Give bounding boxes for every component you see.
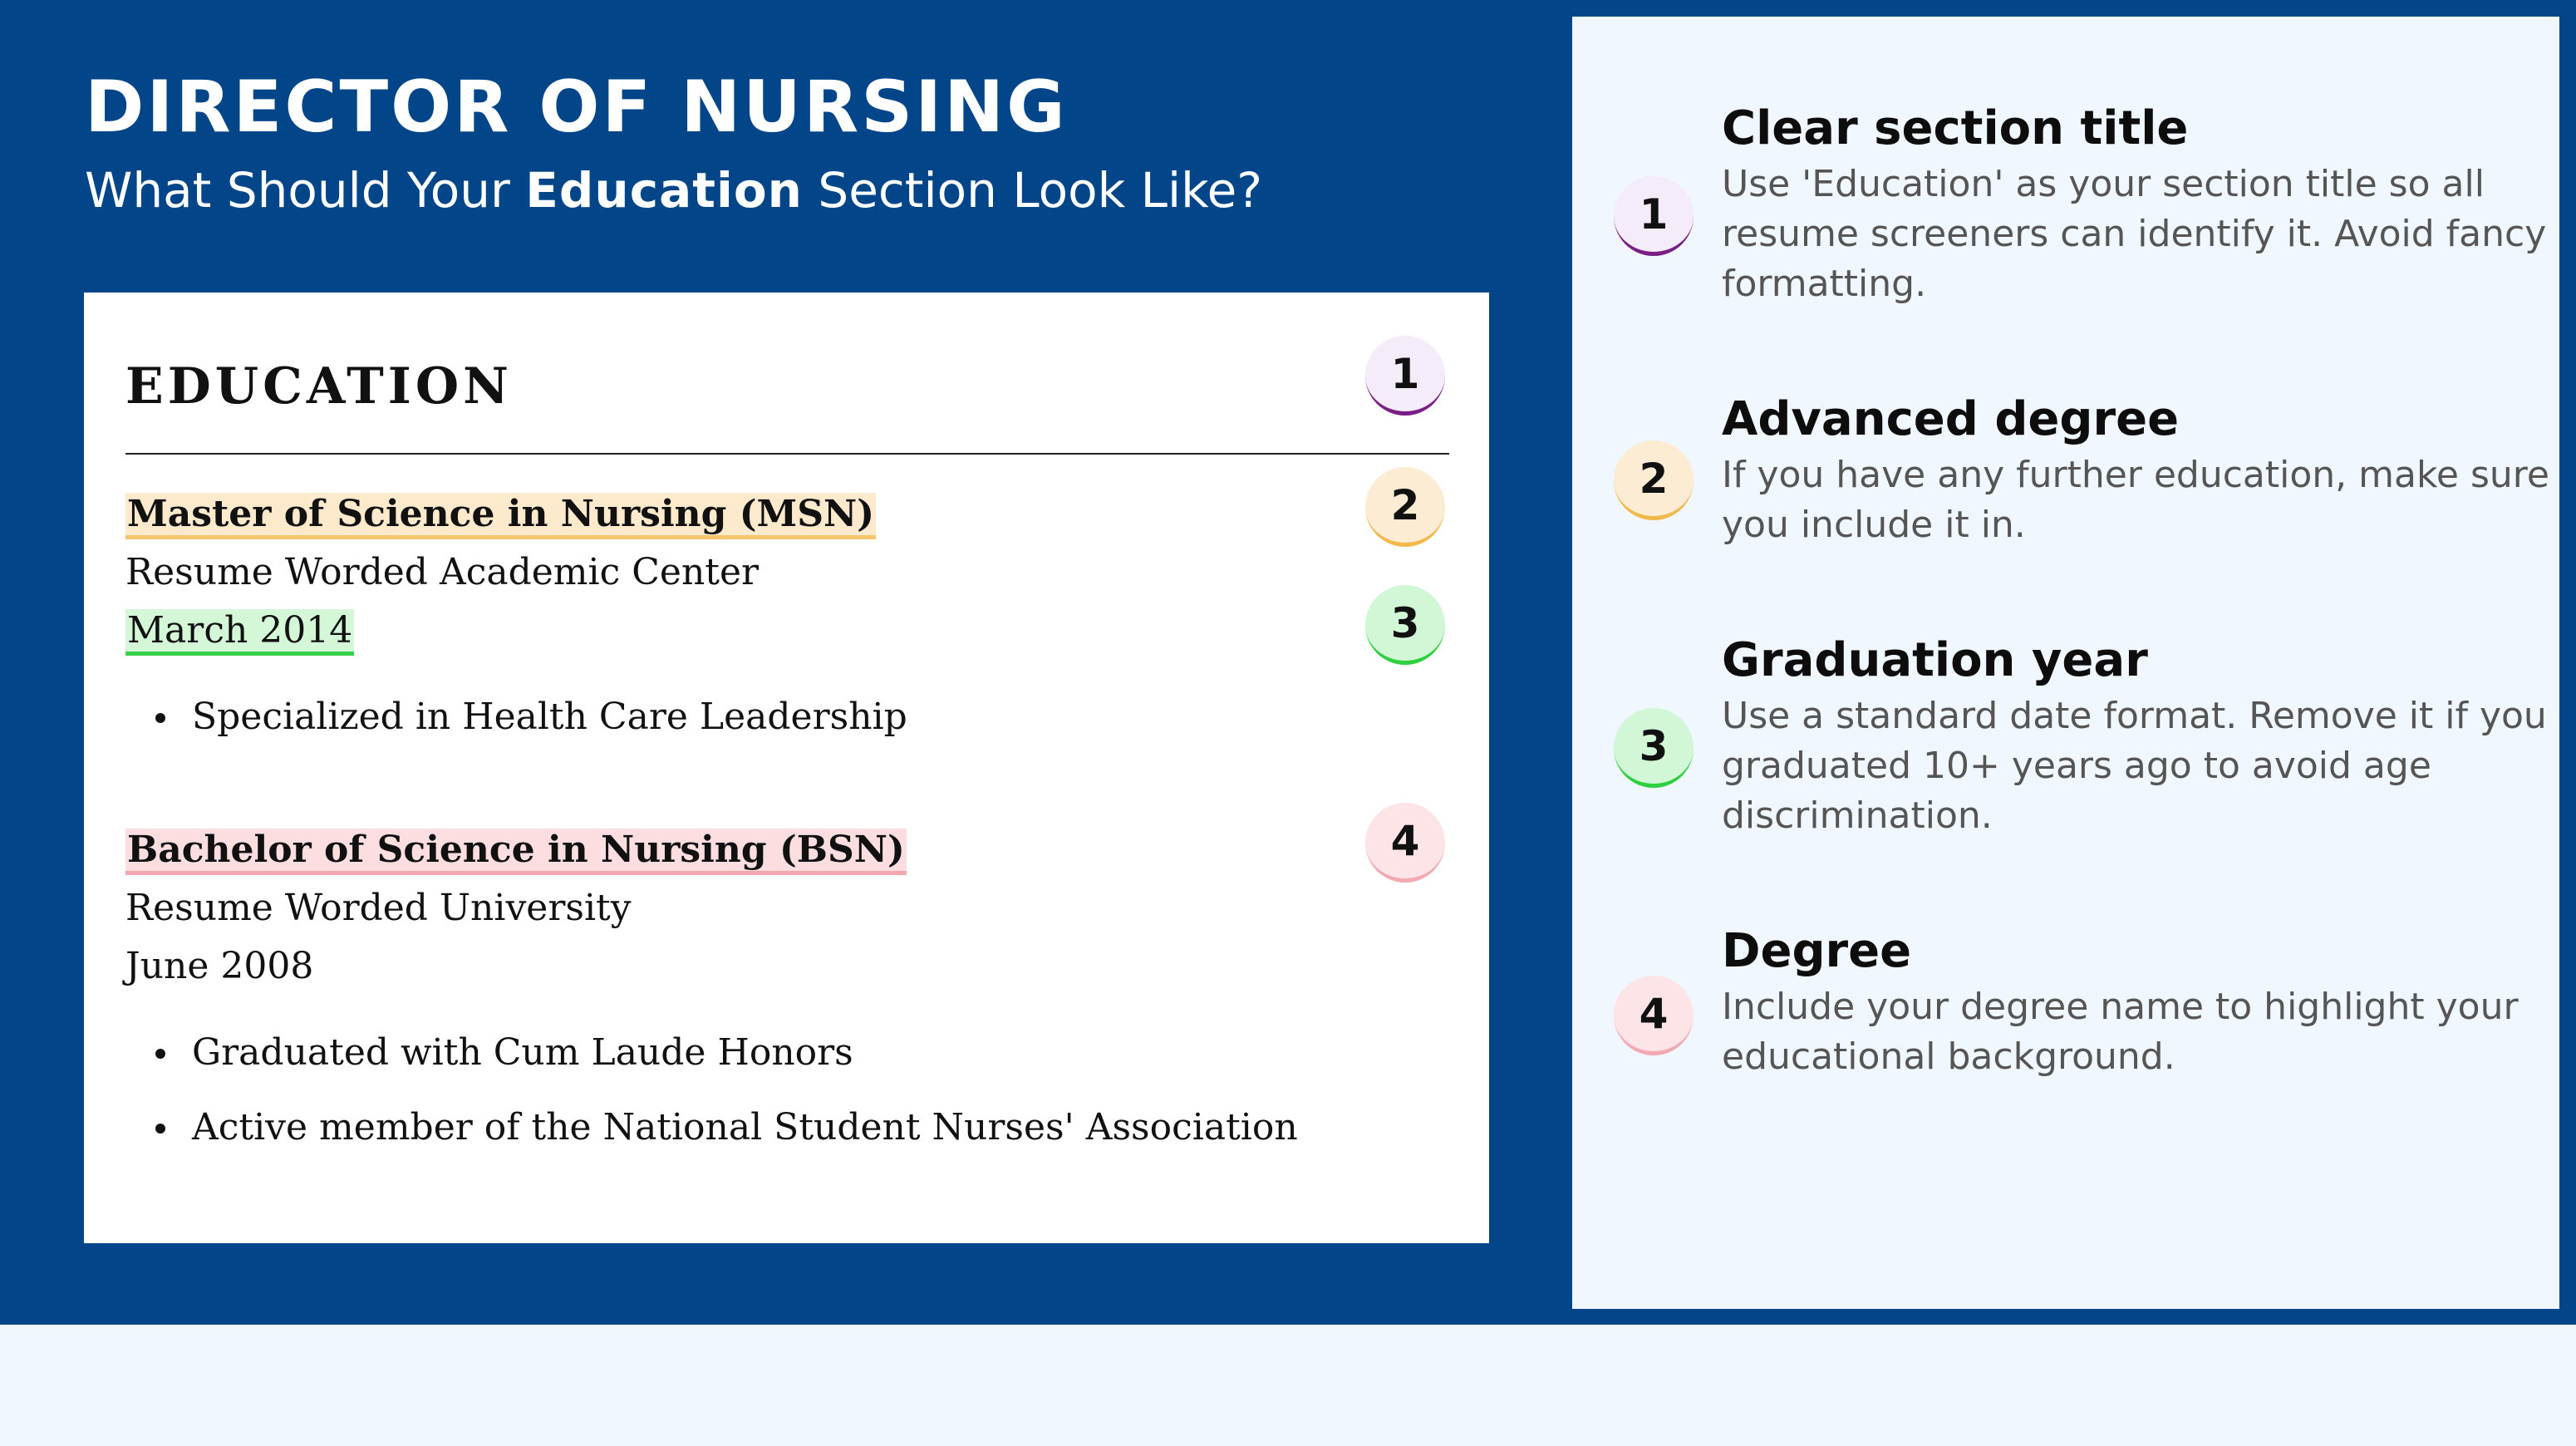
- tip-text: If you have any further education, make sure you include it in.: [1722, 454, 2549, 546]
- page-subtitle: [85, 163, 1262, 219]
- tip-badge-2: 2: [1614, 440, 1694, 520]
- degree-bsn-label: Bachelor of Science in Nursing (BSN): [125, 829, 907, 875]
- tip-text: Use a standard date format. Remove it if you graduated 10+ years ago to avoid age discrimination.: [1722, 695, 2547, 837]
- list-item: Specialized in Health Care Leadership: [125, 693, 907, 741]
- resume-example-card: [84, 293, 1489, 1243]
- tip-title: Graduation year: [1722, 633, 2148, 687]
- subtitle-end: Section Look Like?: [802, 162, 1263, 219]
- education-section-title: EDUCATION: [125, 357, 513, 416]
- list-item: Graduated with Cum Laude Honors: [125, 1029, 1298, 1077]
- section-divider: [125, 453, 1449, 455]
- list-item: Active member of the National Student Nurses' Association: [125, 1104, 1298, 1152]
- tip-title: Advanced degree: [1722, 392, 2180, 446]
- date-msn: [125, 607, 354, 655]
- tip-badge-3: 3: [1614, 708, 1694, 788]
- tip-title: Clear section title: [1722, 101, 2189, 155]
- badge-3: 3: [1365, 585, 1445, 665]
- badge-4: 4: [1365, 803, 1445, 883]
- subtitle-start: What Should Your: [85, 162, 526, 219]
- tip-badge-4: 4: [1614, 976, 1694, 1055]
- school-bsn: Resume Worded University: [125, 887, 632, 929]
- tip-text: Include your degree name to highlight your educational background.: [1722, 986, 2519, 1078]
- subtitle-emphasis: Education: [525, 162, 803, 219]
- badge-1: 1: [1365, 336, 1445, 416]
- degree-msn: [125, 490, 876, 539]
- page-title: DIRECTOR OF NURSING: [85, 66, 1068, 149]
- date-msn-label: March 2014: [125, 609, 354, 656]
- tip-badge-1: 1: [1614, 176, 1694, 256]
- date-bsn: June 2008: [125, 945, 314, 987]
- school-msn: Resume Worded Academic Center: [125, 551, 760, 593]
- degree-msn-label: Master of Science in Nursing (MSN): [125, 493, 876, 539]
- bsn-bullets: [125, 1029, 1298, 1178]
- badge-2: 2: [1365, 467, 1445, 547]
- tip-title: Degree: [1722, 924, 1912, 978]
- tips-panel: [1572, 17, 2559, 1309]
- msn-bullets: [125, 693, 907, 768]
- tip-text: Use 'Education' as your section title so all resume screeners can identify it. Avoid fancy formatting.: [1722, 163, 2547, 305]
- degree-bsn: [125, 826, 907, 874]
